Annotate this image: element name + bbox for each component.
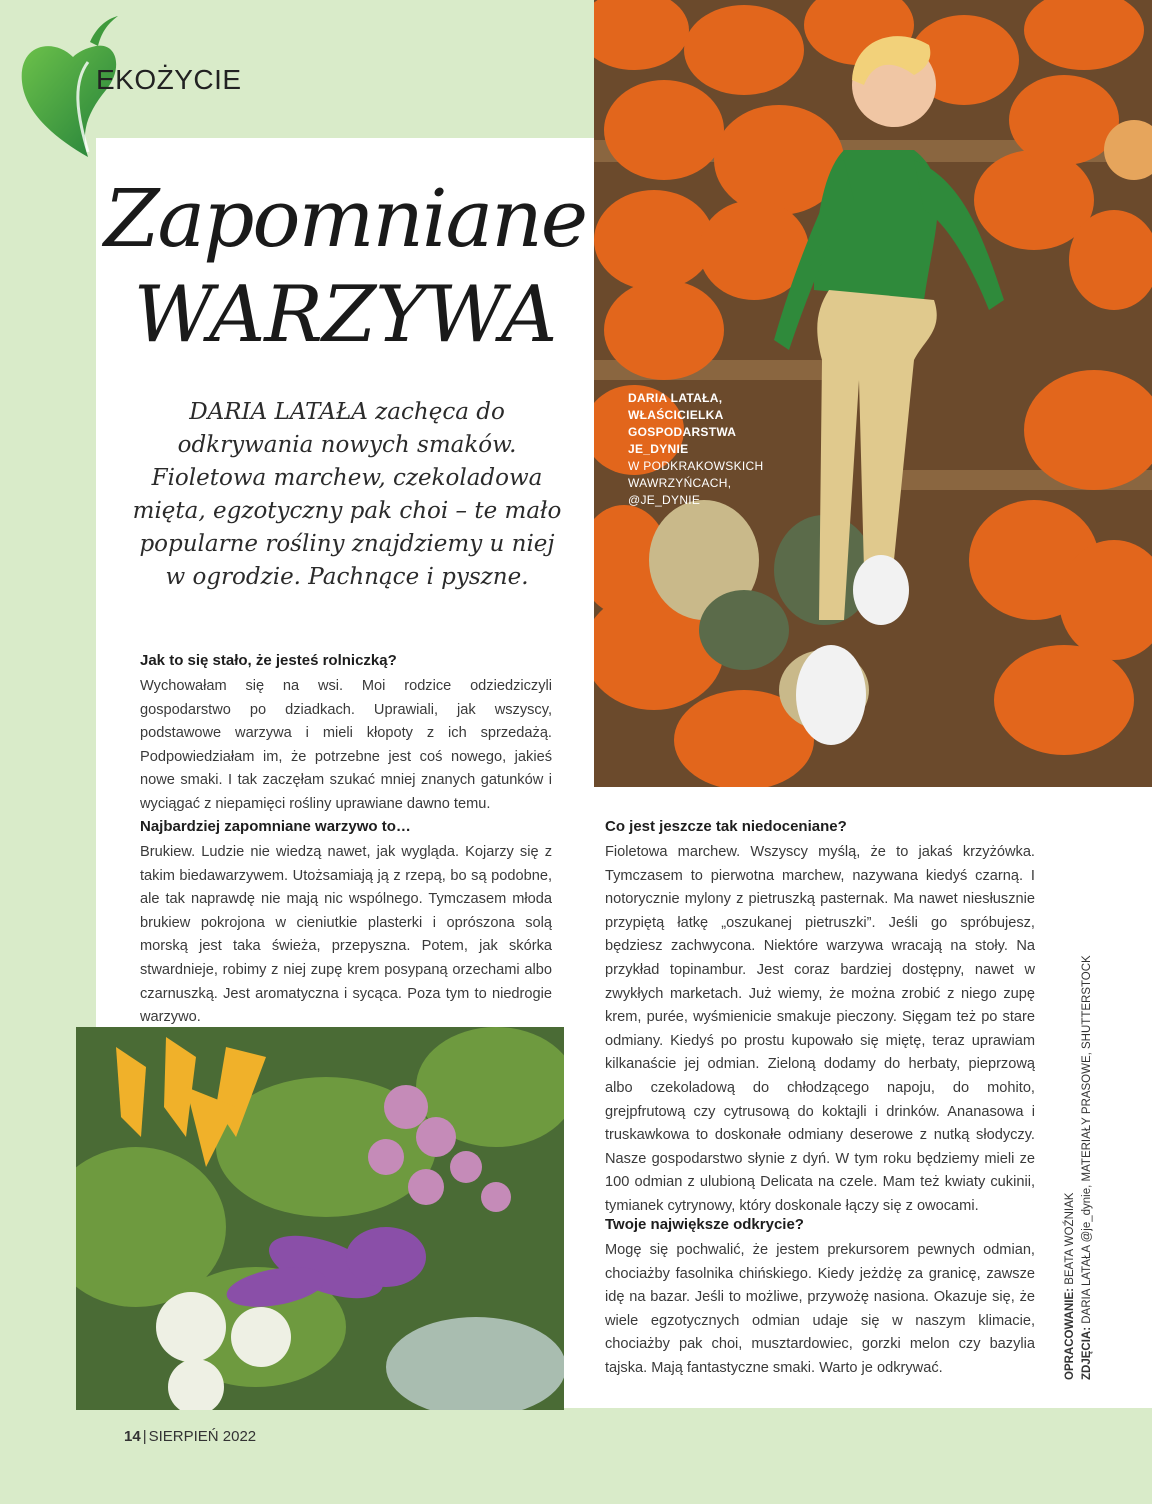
section-label: EKOŻYCIE — [96, 64, 242, 95]
credit-line-2 — [1079, 955, 1096, 1380]
caption-line: DARIA LATAŁA, — [628, 391, 723, 405]
question-heading: Najbardziej zapomniane warzywo to… — [140, 818, 411, 835]
photo-vegetables — [76, 1027, 564, 1410]
caption-line: JE_DYNIE — [628, 442, 689, 456]
question-heading: Co jest jeszcze tak niedoceniane? — [605, 818, 847, 835]
qa-block-2 — [140, 818, 552, 1030]
page-number: 14 — [124, 1428, 141, 1445]
answer-text: Brukiew. Ludzie nie wiedzą nawet, jak wygląda. Kojarzy się z takim biedawarzywem. Utożsamiają ją z rzepą, bo są podobne, ale tak naprawdę nie mają nic wspólnego. Tymczasem młoda brukiew pokrojona w cieniutkie plasterki i oprószona solą morską jest taka świeża, przepyszna. Potem, jak skórka stwardnieje, robimy z niej zupę krem posypaną orzechami albo czarnuszką. Jest aromatyczna i sycąca. Poza tym to niedrogie warzywo. — [140, 844, 552, 1026]
answer-text: Wychowałam się na wsi. Moi rodzice odziedziczyli gospodarstwo po dziadkach. Uprawiali, jak wszyscy, podstawowe warzywa i mieli kłopoty z ich sprzedażą. Podpowiedziałam im, że potrzebne jest coś nowego, jakieś nowe smaki. I tak zaczęłam szukać mniej znanych gatunków i wyciągać z niepamięci rośliny uprawiane dawno temu. — [140, 678, 552, 812]
photo-credits — [1062, 955, 1096, 1380]
lead-paragraph: DARIA LATAŁA zachęca do odkrywania nowych smaków. Fioletowa marchew, czekoladowa mięta, egzotyczny pak choi – te mało popularne rośliny znajdziemy u niej w ogrodzie. Pachnące i pyszne. — [132, 399, 562, 590]
credit-label: OPRACOWANIE: — [1064, 1288, 1076, 1380]
caption-line: W PODKRAKOWSKICH — [628, 459, 764, 473]
issue-date: SIERPIEŃ 2022 — [148, 1428, 257, 1445]
caption-line: @JE_DYNIE — [628, 493, 701, 507]
qa-block-3 — [605, 818, 1035, 1219]
caption-line: GOSPODARSTWA — [628, 425, 737, 439]
credit-value: BEATA WOŹNIAK — [1064, 1192, 1076, 1285]
qa-block-1 — [140, 652, 552, 817]
qa-block-4 — [605, 1216, 1035, 1381]
question-heading: Jak to się stało, że jesteś rolniczką? — [140, 652, 397, 669]
caption-line: WAWRZYŃCACH, — [628, 476, 732, 490]
question-heading: Twoje największe odkrycie? — [605, 1216, 804, 1233]
credit-label: ZDJĘCIA: — [1081, 1326, 1093, 1380]
folio-separator: | — [142, 1428, 147, 1445]
title-line-1: Zapomniane — [103, 172, 587, 265]
photo-caption — [628, 390, 778, 509]
credit-line-1 — [1062, 955, 1079, 1380]
credit-value: DARIA LATAŁA @je_dynie, MATERIAŁY PRASOWE, SHUTTERSTOCK — [1081, 955, 1093, 1324]
caption-line: WŁAŚCICIELKA — [628, 408, 724, 422]
answer-text: Fioletowa marchew. Wszyscy myślą, że to jakaś krzyżówka. Tymczasem to pierwotna marchew, nazywana kiedyś czarną. I notorycznie mylony z pietruszką pasternak. Ma nawet niesłusznie przypiętą łatkę „oszukanej pietruszki”. Jeśli go spróbujesz, będziesz zachwycona. Niektóre warzywa wracają na stoły. Na przykład topinambur. Jest coraz bardziej dostępny, nawet w zwykłych marketach. Już wiemy, że można zrobić z niego zupę krem, purée, wyśmienicie smakuje pieczony. Sięgam też po stare odmiany. Kiedyś po prostu kupowało się miętę, teraz uprawiam kilkanaście jej odmian. Zieloną dodamy do herbaty, pieprzową albo czekoladową do chłodzącego napoju, do mohito, grejpfrutową czy cytrusową do koktajli i drinków. Ananasowa i truskawkowa to doskonałe odmiany deserowe z nutką słodyczy. Nasze gospodarstwo słynie z dyń. W tym roku będziemy mieli ze 100 odmian z ulubioną Delicata na czele. Mam też kwiaty cukinii, tymianek cytrynowy, który doskonale łączy się z owocami. — [605, 844, 1035, 1214]
answer-text: Mogę się pochwalić, że jestem prekursorem pewnych odmian, chociażby fasolnika chińskiego. Kiedy jeżdżę za granicę, zawsze idę na bazar. Jeśli to możliwe, przywożę nasiona. Okazuje się, że wiele egzotycznych odmian udaje się w naszym klimacie, chociażby pak choi, musztardowiec, gorzki melon czy bazylia tajska. Mają fantastyczne smaki. Warto je odkrywać. — [605, 1242, 1035, 1376]
title-line-2: WARZYWA — [133, 270, 557, 360]
page-folio — [124, 1428, 256, 1445]
